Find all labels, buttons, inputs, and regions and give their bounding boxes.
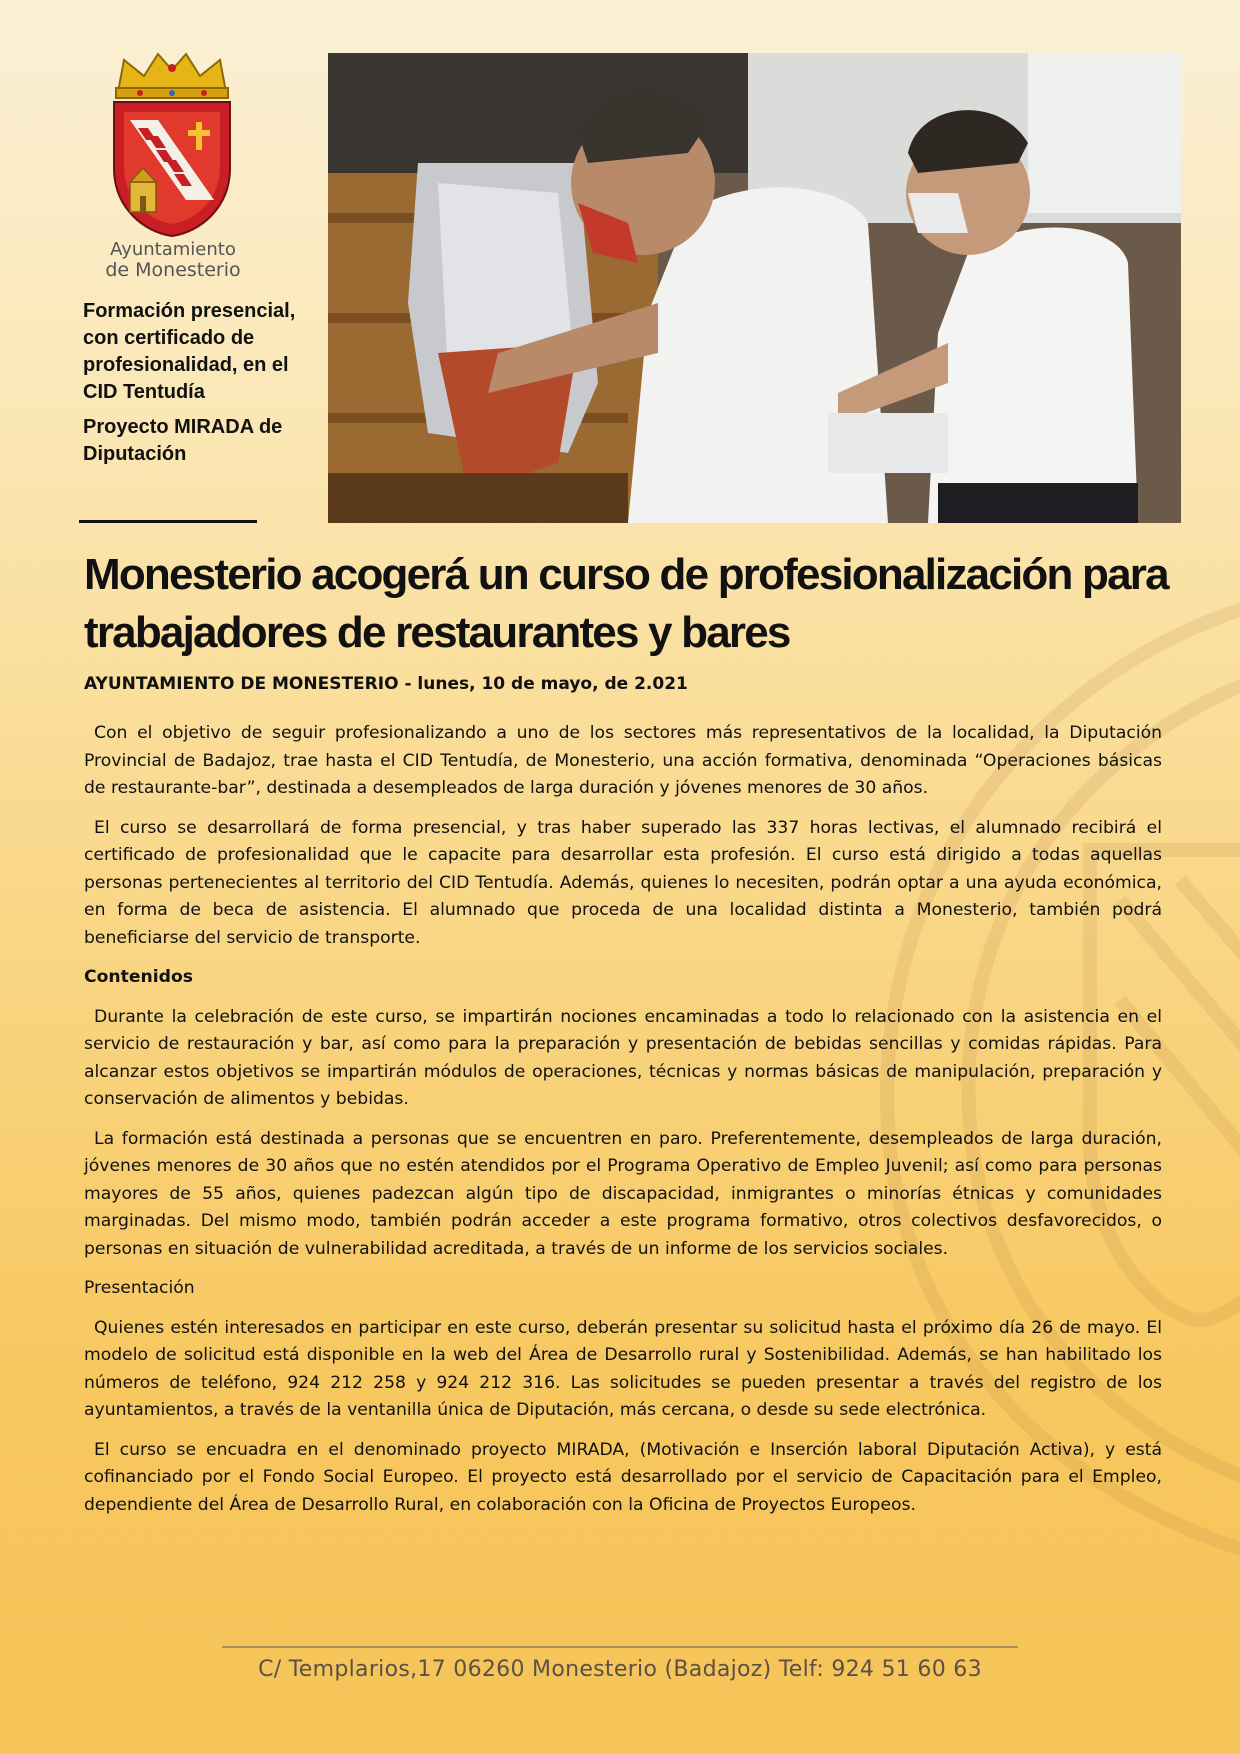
footer-address: C/ Templarios,17 06260 Monesterio (Badajoz) Telf: 924 51 60 63 xyxy=(258,1657,982,1682)
paragraph-contents: Durante la celebración de este curso, se impartirán nociones encaminadas a todo lo relacionado con la asistencia en el servicio de restauración y bar, así como para la preparación y presentación de bebidas sencillas y comidas rápidas. Para alcanzar estos objetivos se impartirán módulos de operaciones, técnicas y normas básicas de manipulación, preparación y conservación de alimentos y bebidas. xyxy=(84,1006,1162,1109)
sidebar-heading-training: Formación presencial, con certificado de profesionalidad, en el CID Tentudía xyxy=(83,300,296,403)
sidebar-divider xyxy=(79,520,257,523)
article-headline: Monesterio acogerá un curso de profesionalización para trabajadores de restaurantes y bares xyxy=(84,550,1168,657)
section-heading-presentation: Presentación xyxy=(84,1278,195,1298)
sidebar-heading-project: Proyecto MIRADA de Diputación xyxy=(83,416,283,465)
paragraph-application: Quienes estén interesados en participar en este curso, deberán presentar su solicitud hasta el próximo día 26 de mayo. El modelo de solicitud está disponible en la web del Área de Desarrollo rural y Sostenibilidad. Además, se han habilitado los números de teléfono, 924 212 258 y 924 212 316. Las solicitudes se pueden presentar a través del registro de los ayuntamientos, a través de la ventanilla única de Diputación, más cercana, o desde su sede electrónica. xyxy=(84,1317,1162,1420)
crest-label-line1: Ayuntamiento xyxy=(110,239,236,260)
paragraph-project: El curso se encuadra en el denominado proyecto MIRADA, (Motivación e Inserción laboral Diputación Activa), y está cofinanciado por el Fondo Social Europeo. El proyecto está desarrollado por el servicio de Capacitación para el Empleo, dependiente del Área de Desarrollo Rural, en colaboración con la Oficina de Proyectos Europeos. xyxy=(84,1439,1162,1515)
restaurant-training-photo xyxy=(328,53,1181,523)
crest-label-line2: de Monesterio xyxy=(105,259,241,281)
crest-label xyxy=(78,240,268,280)
section-heading-contents: Contenidos xyxy=(84,967,193,987)
paragraph-intro: Con el objetivo de seguir profesionalizando a uno de los sectores más representativos de la localidad, la Diputación Provincial de Badajoz, trae hasta el CID Tentudía, de Monesterio, una acción formativa, denominada “Operaciones básicas de restaurante-bar”, destinada a desempleados de larga duración y jóvenes menores de 30 años. xyxy=(84,723,1162,798)
sidebar-headings xyxy=(83,298,313,476)
article-byline: AYUNTAMIENTO DE MONESTERIO - lunes, 10 de mayo, de 2.021 xyxy=(84,674,688,694)
footer-divider xyxy=(222,1646,1018,1648)
article-body xyxy=(84,720,1162,1531)
municipal-crest-logo xyxy=(100,50,245,240)
paragraph-target: La formación está destinada a personas que se encuentren en paro. Preferentemente, desempleados de larga duración, jóvenes menores de 30 años que no estén atendidos por el Programa Operativo de Empleo Juvenil; así como para personas mayores de 55 años, quienes padezcan algún tipo de discapacidad, inmigrantes o minorías étnicas y comunidades marginadas. Del mismo modo, también podrán acceder a este programa formativo, otros colectivos desfavorecidos, o personas en situación de vulnerabilidad acreditada, a través de un informe de los servicios sociales. xyxy=(84,1128,1162,1259)
paragraph-course: El curso se desarrollará de forma presencial, y tras haber superado las 337 horas lectivas, el alumnado recibirá el certificado de profesionalidad que le capacite para desarrollar esta profesión. El curso está dirigido a todas aquellas personas pertenecientes al territorio del CID Tentudía. Además, quienes lo necesiten, podrán optar a una ayuda económica, en forma de beca de asistencia. El alumnado que proceda de una localidad distinta a Monesterio, también podrá beneficiarse del servicio de transporte. xyxy=(84,817,1162,948)
